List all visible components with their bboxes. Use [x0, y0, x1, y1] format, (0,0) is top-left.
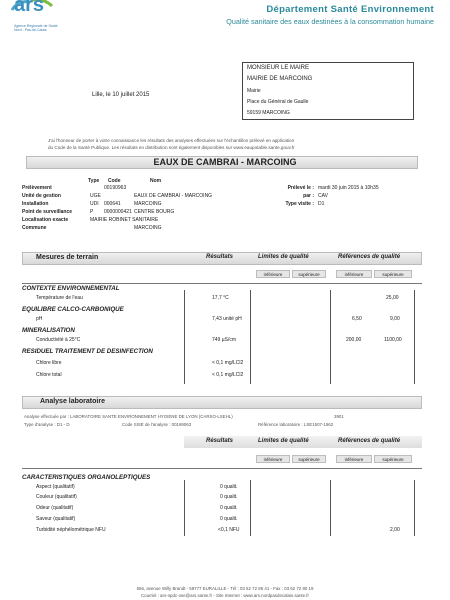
param-ref-sup: 25,00	[386, 295, 399, 301]
col-nom-header: Nom	[150, 178, 162, 184]
letter-date: Lille, le 10 juillet 2015	[92, 92, 150, 98]
param-ref-inf: 6,50	[352, 316, 362, 322]
labo-param-result: 0 qualit.	[220, 505, 238, 511]
labo-param-name: Couleur (qualitatif)	[36, 494, 77, 500]
sampled-by-value: CAV	[318, 193, 328, 199]
header-subtitle: Qualité sanitaire des eaux destinées à la consommation humaine	[226, 17, 434, 26]
visit-type-label: Type visite :	[285, 201, 314, 207]
info-type: UGE	[90, 193, 101, 199]
param-name: Température de l'eau	[36, 295, 83, 301]
group-title: RESIDUEL TRAITEMENT DE DESINFECTION	[22, 348, 153, 355]
terrain-col-refs: Références de qualité	[338, 254, 401, 260]
col-type-header: Type	[88, 178, 100, 184]
recipient-line3: Mairie	[247, 88, 261, 94]
info-label: Point de surveillance	[22, 209, 73, 215]
group-title: CONTEXTE ENVIRONNEMENTAL	[22, 285, 120, 292]
param-name: Conductivité à 25°C	[36, 337, 81, 343]
logo-sub2: Nord - Pas-de-Calais	[14, 28, 47, 32]
column-rule	[330, 290, 331, 384]
info-type: UDI	[90, 201, 99, 207]
labo-ref-inf: inférieure	[336, 455, 372, 463]
sampled-on-label: Prélevé le :	[287, 185, 314, 191]
labo-param-result: 0 qualit.	[220, 516, 238, 522]
labo-analysis-type: Type d'analyse : D1 - D	[24, 422, 70, 427]
group-title: MINERALISATION	[22, 327, 75, 334]
param-name: Chlore libre	[36, 360, 62, 366]
recipient-box	[242, 62, 414, 120]
param-result: < 0,1 mg/LCl2	[212, 360, 244, 366]
group-title: EQUILIBRE CALCO-CARBONIQUE	[22, 306, 124, 313]
info-nom: MARCOING	[134, 201, 162, 207]
footer-contact: Courriel : ars-npdc-ose@ars.sante.fr - Site Internet : www.ars.nordpasdecalais.sante.fr	[141, 593, 309, 598]
column-rule	[184, 290, 185, 384]
terrain-lim-sup: supérieure	[292, 270, 326, 278]
param-ref-inf: 200,00	[346, 337, 362, 343]
column-rule	[414, 480, 415, 536]
recipient-line4: Place du Général de Gaulle	[247, 99, 309, 105]
labo-param-name: Aspect (qualitatif)	[36, 484, 75, 490]
terrain-ref-sup: supérieure	[374, 270, 412, 278]
labo-col-limits: Limites de qualité	[258, 438, 309, 444]
terrain-col-limits: Limites de qualité	[258, 254, 309, 260]
info-label: Installation	[22, 201, 49, 207]
labo-performed-by: Analyse effectuée par : LABORATOIRE SANTE ENVIRONNEMENT HYGIENE DE LYON (CARSO-LSEHL)	[24, 414, 233, 419]
recipient-line5: 59159 MARCOING	[247, 110, 290, 116]
info-nom: CENTRE BOURG	[134, 209, 175, 215]
terrain-divider	[22, 283, 422, 284]
logo-sub1: Agence Régionale de Santé	[14, 24, 58, 28]
info-code: 0000000421	[104, 209, 132, 215]
info-nom: MARCOING	[134, 225, 162, 231]
labo-sise-code: Code SISE de l'analyse : 00169063	[122, 422, 192, 427]
labo-reference: Référence laboratoire : LSE1507-1562	[258, 422, 334, 427]
info-label: Unité de gestion	[22, 193, 61, 199]
labo-param-name: Turbidité néphélométrique NFU	[36, 527, 106, 533]
info-nom: EAUX DE CAMBRAI - MARCOING	[134, 193, 213, 199]
labo-group-title: CARACTERISTIQUES ORGANOLEPTIQUES	[22, 474, 151, 481]
labo-param-ref-sup: 2,00	[390, 527, 400, 533]
col-code-header: Code	[108, 178, 121, 184]
param-name: Chlore total	[36, 372, 62, 378]
info-code: 000641	[104, 201, 121, 207]
param-result: < 0,1 mg/LCl2	[212, 372, 244, 378]
column-rule	[184, 480, 185, 536]
info-label: Localisation exacte	[22, 217, 69, 223]
sampled-on-value: mardi 30 juin 2015 à 10h35	[318, 185, 379, 191]
column-rule	[250, 290, 251, 384]
labo-param-name: Odeur (qualitatif)	[36, 505, 74, 511]
terrain-lim-inf: inférieure	[256, 270, 290, 278]
intro-line1: J'ai l'honneur de porter à votre connaissance les résultats des analyses effectuées sur l'échantillon prélevé en application	[48, 138, 295, 143]
column-rule	[414, 290, 415, 384]
footer-address: 556, avenue Willy Brandt - 59777 EURALILLE - Tél : 03 62 72 86 41 - Fax : 03 62 72 80 19	[136, 586, 314, 591]
param-name: pH	[36, 316, 43, 322]
info-label: Commune	[22, 225, 47, 231]
recipient-line2: MAIRIE DE MARCOING	[247, 76, 313, 82]
labo-param-result: <0,1 NFU	[218, 527, 240, 533]
terrain-ref-inf: inférieure	[336, 270, 372, 278]
sampled-by-label: par :	[303, 193, 314, 199]
param-result: 749 µS/cm	[212, 337, 237, 343]
labo-lim-inf: inférieure	[256, 455, 290, 463]
info-code: 00190963	[104, 185, 127, 191]
labo-code: 3901	[334, 414, 344, 419]
labo-param-result: 0 qualit.	[220, 494, 238, 500]
param-result: 7,43 unité pH	[212, 316, 242, 322]
recipient-line1: MONSIEUR LE MAIRE	[247, 65, 310, 71]
intro-line2: du Code de la Santé Publique. Les résultats en distribution sont également disponibles sur www.eaupotable.sante.gouv.fr	[48, 145, 295, 150]
page-title: EAUX DE CAMBRAI - MARCOING	[153, 157, 297, 167]
labo-ref-sup: supérieure	[374, 455, 412, 463]
visit-type-value: D1	[318, 201, 325, 207]
param-result: 17,7 °C	[212, 295, 229, 301]
labo-param-name: Saveur (qualitatif)	[36, 516, 76, 522]
labo-title: Analyse laboratoire	[40, 398, 105, 405]
labo-col-refs: Références de qualité	[338, 438, 401, 444]
column-rule	[250, 480, 251, 536]
labo-lim-sup: supérieure	[292, 455, 326, 463]
column-rule	[330, 480, 331, 536]
department-title: Département Santé Environnement	[266, 4, 434, 15]
info-type: P	[90, 209, 94, 215]
info-nom: MAIRIE ROBINET SANITAIRE	[90, 217, 159, 223]
info-label: Prélèvement	[22, 185, 52, 191]
labo-divider	[22, 468, 422, 469]
logo-text: ars	[14, 0, 45, 16]
param-ref-sup: 9,00	[390, 316, 400, 322]
terrain-title: Mesures de terrain	[36, 254, 99, 261]
terrain-col-results: Résultats	[206, 254, 234, 260]
param-ref-sup: 1100,00	[384, 337, 402, 343]
labo-col-results: Résultats	[206, 438, 234, 444]
labo-param-result: 0 qualit.	[220, 484, 238, 490]
